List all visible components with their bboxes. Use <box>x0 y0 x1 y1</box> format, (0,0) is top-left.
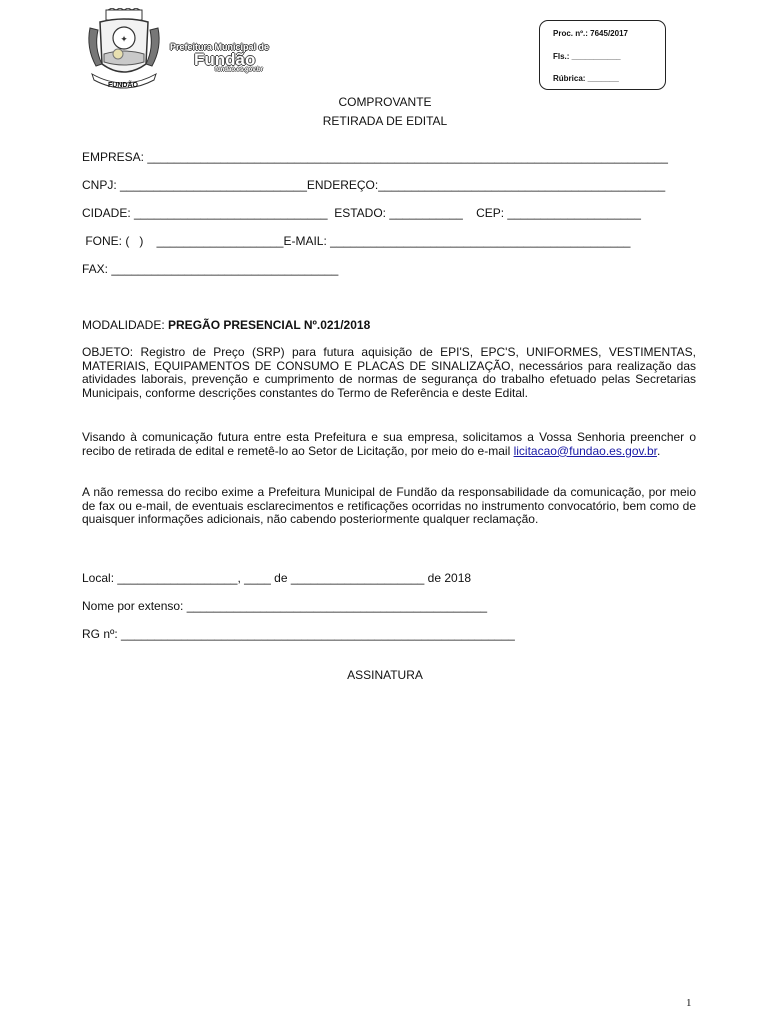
page-number: 1 <box>686 997 692 1009</box>
cidade-estado-cep-field: CIDADE: _____________________________ ESTADO: ___________ CEP: ____________________ <box>82 206 641 220</box>
modalidade-line <box>82 318 370 332</box>
email-link[interactable]: licitacao@fundao.es.gov.br <box>513 443 657 458</box>
visando-text: Visando à comunicação futura entre esta Prefeitura e sua empresa, solicitamos a Vossa Senhoria preencher o recibo de retirada de edital e remetê-lo ao Setor de Licitação, por meio do e-mail <box>82 430 696 458</box>
visando-end: . <box>656 443 661 458</box>
modalidade-value: PREGÃO PRESENCIAL Nº.021/2018 <box>168 318 371 332</box>
stamp-rubrica: Rúbrica: _______ <box>553 74 619 83</box>
rg-field: RG nº: ___________________________________________________________ <box>82 627 515 641</box>
nome-extenso-field: Nome por extenso: _____________________________________________ <box>82 599 488 613</box>
brand-line-3: fundao.es.gov.br <box>215 67 263 73</box>
brand-line-1: Prefeitura Municipal de <box>170 42 270 52</box>
document-subtitle: RETIRADA DE EDITAL <box>322 114 448 128</box>
modalidade-label: MODALIDADE: <box>82 318 169 332</box>
process-stamp-box <box>539 20 666 90</box>
visando-paragraph <box>82 431 696 458</box>
stamp-proc: Proc. nº.: 7645/2017 <box>553 29 628 38</box>
remessa-paragraph: A não remessa do recibo exime a Prefeitura Municipal de Fundão da responsabilidade da comunicação, por meio de fax ou e-mail, de eventuais esclarecimentos e retificações ocorridas no instrumento convocatório, bem como de quaisquer informações adicionais, não cabendo posteriormente qualquer reclamação. <box>82 485 696 527</box>
fax-field: FAX: __________________________________ <box>82 262 339 276</box>
objeto-paragraph: OBJETO: Registro de Preço (SRP) para futura aquisição de EPI'S, EPC'S, UNIFORMES, VESTIMENTAS, MATERIAIS, EQUIPAMENTOS DE CONSUMO E PLACAS DE SINALIZAÇÃO, necessários para realização das atividades laborais, prevenção e cumprimento de normas de segurança do trabalho efetuado pelas Secretarias Municipais, conforme descrições constantes do Termo de Referência e deste Edital. <box>82 345 696 401</box>
brand-line-2: Fundão <box>194 50 256 69</box>
stamp-fls: Fls.: ___________ <box>553 52 621 61</box>
document-title: COMPROVANTE <box>338 95 432 109</box>
svg-text:✦: ✦ <box>120 35 128 45</box>
local-date-field: Local: __________________, ____ de ____________________ de 2018 <box>82 571 472 585</box>
fone-email-field: FONE: ( ) ___________________E-MAIL: _____________________________________________ <box>82 234 631 248</box>
signature-label: ASSINATURA <box>347 668 423 682</box>
cnpj-endereco-field: CNPJ: ____________________________ENDEREÇO:___________________________________________ <box>82 178 666 192</box>
empresa-field: EMPRESA: ______________________________________________________________________________ <box>82 150 668 164</box>
crest-label: FUNDÃO <box>108 82 138 89</box>
